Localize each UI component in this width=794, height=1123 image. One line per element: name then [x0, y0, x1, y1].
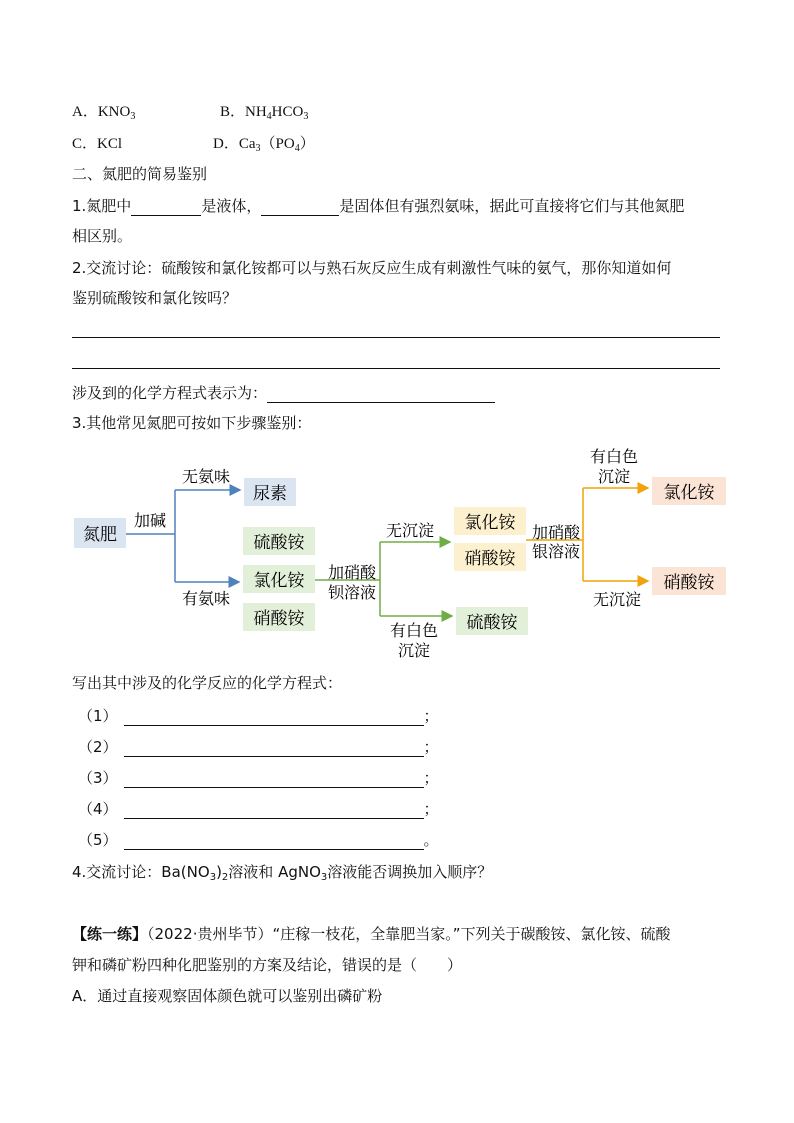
equation-line-4: （4） ；: [78, 800, 439, 818]
blank-2[interactable]: [261, 199, 339, 216]
label-no-precipitate-2: 无沉淀: [592, 590, 642, 609]
label-sulfate: 硫酸铵: [466, 613, 518, 633]
equation-line-3: （3） ；: [78, 769, 439, 787]
label-nitrogen-fertilizer: 氮肥: [83, 525, 117, 545]
option-b: B．$NH_4HCO_3$: [220, 104, 309, 122]
label-group1-0: 硫酸铵: [253, 533, 305, 553]
equation-blank[interactable]: [267, 386, 495, 403]
section-title: 二、氮肥的简易鉴别: [72, 165, 208, 183]
label-add-bano3-1: 加硝酸: [327, 563, 377, 582]
equation-blank-4[interactable]: [124, 802, 424, 819]
label-nitrate-result: 硝酸铵: [663, 573, 715, 593]
question-2-line2: 鉴别硫酸铵和氯化铵吗？: [72, 289, 238, 307]
identification-flowchart: [0, 430, 794, 665]
label-add-agno3-1: 加硝酸: [531, 523, 581, 542]
blank-1[interactable]: [131, 199, 201, 216]
label-has-ammonia: 有氨味: [181, 589, 231, 608]
label-urea: 尿素: [253, 484, 287, 504]
label-chloride-result: 氯化铵: [663, 483, 715, 503]
answer-line-2[interactable]: [72, 368, 720, 369]
label-group1-2: 硝酸铵: [253, 609, 305, 629]
label-top-precip-2: 沉淀: [597, 467, 631, 486]
label-top-precip-1: 有白色: [589, 447, 639, 466]
equation-line-5: （5） 。: [78, 831, 439, 849]
label-no-precipitate: 无沉淀: [385, 521, 435, 540]
label-white-precip-2: 沉淀: [397, 641, 431, 660]
option-c: C．KCl: [72, 136, 123, 152]
label-no-ammonia: 无氨味: [181, 467, 231, 486]
equation-blank-3[interactable]: [124, 771, 424, 788]
equation-blank-2[interactable]: [124, 740, 424, 757]
equation-line-2: （2） ；: [78, 738, 439, 756]
practice-option-a: A．通过直接观察固体颜色就可以鉴别出磷矿粉: [72, 987, 383, 1005]
question-1: 1.氮肥中 是液体， 是固体但有强烈氨味，据此可直接将它们与其他氮肥: [72, 197, 685, 215]
practice-tag: 【练一练】: [72, 925, 148, 943]
question-1-line2: 相区别。: [72, 227, 133, 245]
question-4: 4.交流讨论：$Ba(NO_3)_2$溶液和 AgNO$_3$溶液能否调换加入顺序？: [72, 863, 493, 883]
label-add-agno3-2: 银溶液: [531, 542, 581, 561]
equation-label: 涉及到的化学方程式表示为：: [72, 383, 495, 403]
practice-line-2: 钾和磷矿粉四种化肥鉴别的方案及结论，错误的是（ ）: [72, 956, 463, 974]
equation-line-1: （1） ；: [78, 707, 439, 725]
label-group1-1: 氯化铵: [253, 571, 305, 591]
answer-line-1[interactable]: [72, 337, 720, 338]
question-2: 2.交流讨论：硫酸铵和氯化铵都可以与熟石灰反应生成有刺激性气味的氨气，那你知道如何: [72, 259, 672, 277]
label-add-base: 加碱: [133, 511, 167, 530]
question-3-title: 3.其他常见氮肥可按如下步骤鉴别：: [72, 414, 312, 432]
option-a: A．$KNO_3$: [72, 104, 136, 122]
equation-blank-5[interactable]: [124, 833, 424, 850]
practice-line-1: 【练一练】（2022·贵州毕节）“庄稼一枝花，全靠肥当家。”下列关于碳酸铵、氯化铵、硫酸: [72, 925, 671, 943]
write-equations-title: 写出其中涉及的化学反应的化学方程式：: [72, 674, 343, 692]
equation-blank-1[interactable]: [124, 709, 424, 726]
label-add-bano3-2: 钡溶液: [327, 583, 377, 602]
label-group2-1: 硝酸铵: [464, 549, 516, 569]
label-group2-0: 氯化铵: [464, 513, 516, 533]
option-d: D．$Ca_3(PO_4)$: [213, 136, 315, 154]
label-white-precip-1: 有白色: [389, 621, 439, 640]
